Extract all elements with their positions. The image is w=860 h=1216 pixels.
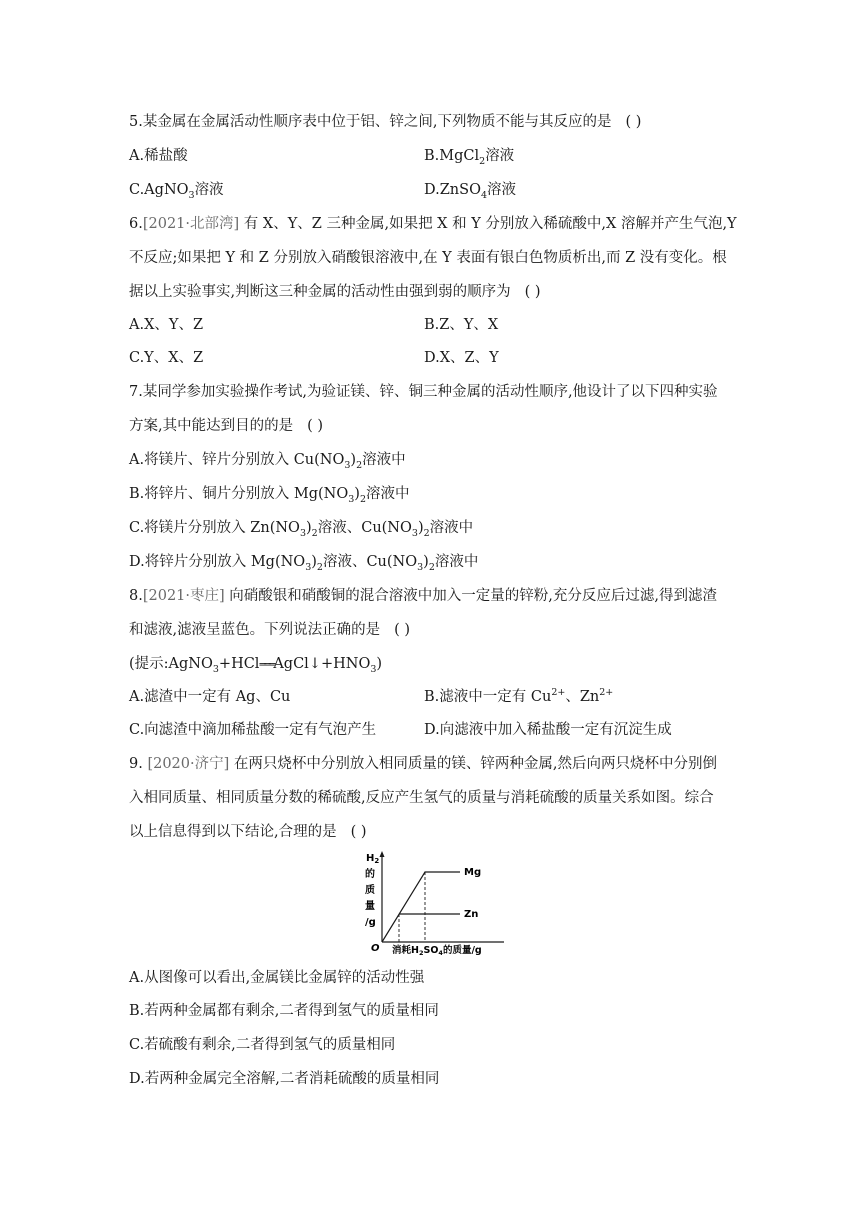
question-7-option-c: C.将镁片分别放入 $Zn(NO_3)_2$溶液、$Cu(NO_3)_2$溶液中 <box>129 520 474 539</box>
question-9-option-a: A.从图像可以看出,金属镁比金属锌的活动性强 <box>129 970 425 986</box>
question-6-stem-line-3: 据以上实验事实,判断这三种金属的活动性由强到弱的顺序为 ( ) <box>129 284 541 300</box>
question-8-source: [2021·枣庄] <box>142 588 225 604</box>
question-8-option-b: B.滤液中一定有 $Cu^{2+}$、$Zn^{2+}$ <box>424 687 614 705</box>
question-9-stem-line-2: 入相同质量、相同质量分数的稀硫酸,反应产生氢气的质量与消耗硫酸的质量关系如图。综合 <box>129 790 714 806</box>
question-8-option-a: A.滤渣中一定有 Ag、Cu <box>129 689 291 705</box>
question-5-option-d: D.ZnSO$_4$溶液 <box>424 182 516 201</box>
question-6-option-c: C.Y、X、Z <box>129 350 204 366</box>
question-7-option-d: D.将锌片分别放入 $Mg(NO_3)_2$溶液、$Cu(NO_3)_2$溶液中 <box>129 554 479 573</box>
y-axis-label-h2: $H_2$ <box>366 853 380 865</box>
question-5-option-a: A.稀盐酸 <box>129 148 188 164</box>
question-5-option-c: C.AgNO$_3$溶液 <box>129 182 224 201</box>
question-7-option-b: B.将锌片、铜片分别放入 $Mg(NO_3)_2$溶液中 <box>129 486 410 505</box>
series-label-zn: Zn <box>464 909 479 920</box>
question-8-option-d: D.向滤液中加入稀盐酸一定有沉淀生成 <box>424 722 672 738</box>
question-8-hint: (提示$:AgNO_3+HCl═══AgCl↓+HNO_3$) <box>129 656 383 675</box>
y-axis-label-zhi: 质 <box>365 885 375 896</box>
question-6-option-d: D.X、Z、Y <box>424 350 499 366</box>
question-9-option-d: D.若两种金属完全溶解,二者消耗硫酸的质量相同 <box>129 1071 440 1087</box>
question-8-stem-line-1: 8.[2021·枣庄] 向硝酸银和硝酸铜的混合溶液中加入一定量的锌粉,充分反应后过滤,得到滤渣 <box>129 588 717 604</box>
question-5-stem: 5.某金属在金属活动性顺序表中位于铝、锌之间,下列物质不能与其反应的是 ( ) <box>129 114 642 130</box>
question-9-option-c: C.若硫酸有剩余,二者得到氢气的质量相同 <box>129 1037 396 1053</box>
x-axis-label: 消耗$H_2SO_4$的质量/g <box>392 945 482 955</box>
question-6-option-b: B.Z、Y、X <box>424 317 499 333</box>
question-9-stem-line-1: 9. [2020·济宁] 在两只烧杯中分别放入相同质量的镁、锌两种金属,然后向两只烧杯中分别倒 <box>129 756 717 772</box>
question-7-stem-line-2: 方案,其中能达到目的的是 ( ) <box>129 418 324 434</box>
question-6-source: [2021·北部湾] <box>142 216 240 232</box>
question-6-option-a: A.X、Y、Z <box>129 317 204 333</box>
y-axis-label-de: 的 <box>365 869 375 880</box>
question-7-option-a: A.将镁片、锌片分别放入 $Cu(NO_3)_2$溶液中 <box>129 452 406 471</box>
question-9-source: [2020·济宁] <box>147 756 230 772</box>
question-6-stem-line-1: 6.[2021·北部湾] 有 X、Y、Z 三种金属,如果把 X 和 Y 分别放入稀硫酸中,X 溶解并产生气泡,Y <box>129 216 737 232</box>
origin-label: O <box>371 943 380 954</box>
equals-sign: ═══ <box>259 658 274 671</box>
series-label-mg: Mg <box>464 867 482 878</box>
question-9-option-b: B.若两种金属都有剩余,二者得到氢气的质量相同 <box>129 1003 439 1019</box>
question-9-graph <box>360 850 510 955</box>
question-7-stem-line-1: 7.某同学参加实验操作考试,为验证镁、锌、铜三种金属的活动性顺序,他设计了以下四种实验 <box>129 384 718 400</box>
mg-curve <box>382 872 460 942</box>
y-axis-label-liang: 量 <box>365 901 375 912</box>
question-9-stem-line-3: 以上信息得到以下结论,合理的是 ( ) <box>129 824 367 840</box>
y-axis-arrow <box>380 851 385 857</box>
question-8-option-c: C.向滤渣中滴加稀盐酸一定有气泡产生 <box>129 722 377 738</box>
question-5-option-b: B.MgCl$_2$溶液 <box>424 148 515 167</box>
y-axis-label-unit: /g <box>365 917 376 928</box>
question-6-stem-line-2: 不反应;如果把 Y 和 Z 分别放入硝酸银溶液中,在 Y 表面有银白色物质析出,而 Z 没有变化。根 <box>129 250 727 266</box>
question-8-stem-line-2: 和滤液,滤液呈蓝色。下列说法正确的是 ( ) <box>129 622 411 638</box>
